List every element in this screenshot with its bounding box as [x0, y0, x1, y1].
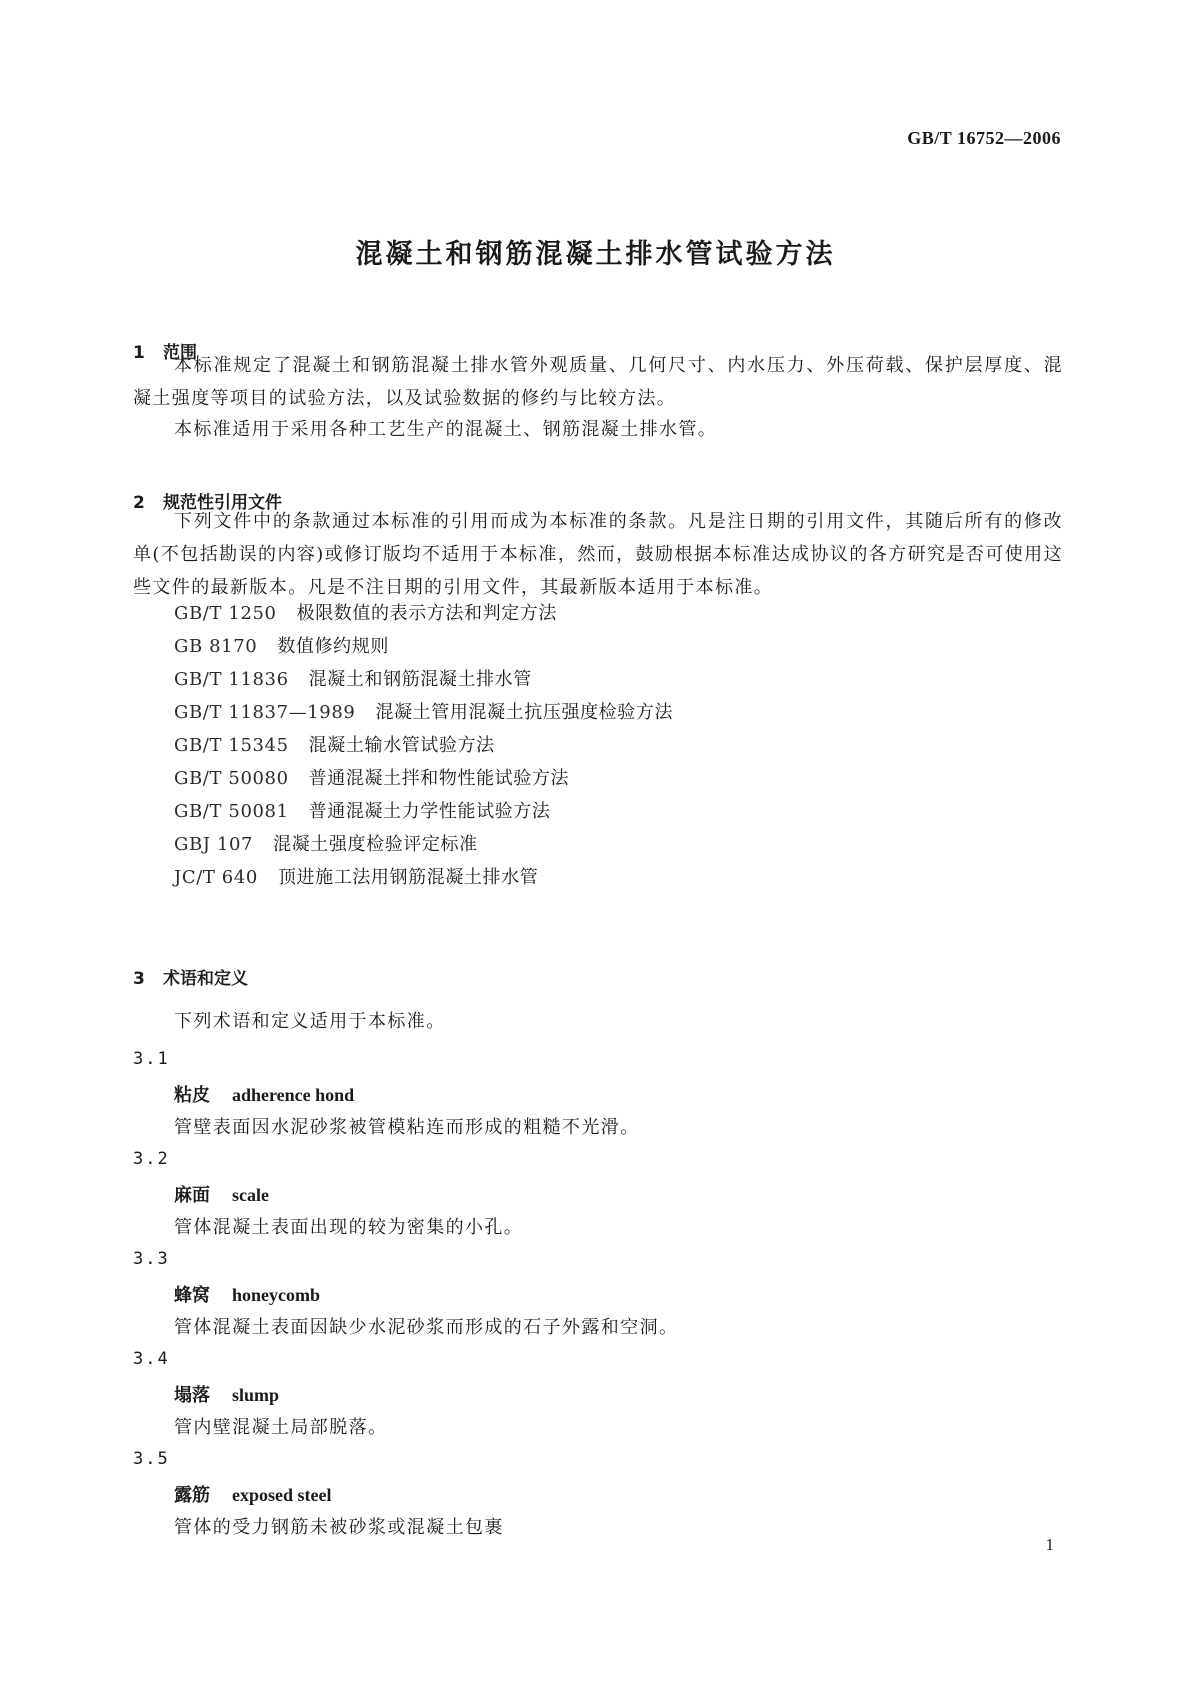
term-name	[174, 1281, 320, 1307]
term-name	[174, 1381, 279, 1407]
reference-title: 普通混凝土拌和物性能试验方法	[308, 768, 570, 789]
reference-code: GB/T 11837—1989	[174, 702, 356, 723]
section-number: 3	[133, 969, 145, 989]
terms-intro: 下列术语和定义适用于本标准。	[174, 1011, 446, 1032]
reference-list	[174, 597, 673, 894]
term-number: 3.3	[133, 1249, 170, 1269]
section-heading-terms	[133, 964, 1063, 989]
scope-paragraph-2: 本标准适用于采用各种工艺生产的混凝土、钢筋混凝土排水管。	[174, 419, 718, 440]
term-number: 3.4	[133, 1349, 170, 1369]
term-definition: 管体的受力钢筋未被砂浆或混凝土包裹	[174, 1517, 504, 1538]
term-name-zh: 麻面	[174, 1185, 210, 1206]
reference-title: 数值修约规则	[277, 636, 389, 657]
section-title: 范围	[163, 343, 197, 363]
term-name-zh: 蜂窝	[174, 1285, 210, 1306]
reference-item	[174, 795, 673, 828]
reference-code: GB/T 1250	[174, 603, 277, 624]
term-name-zh: 粘皮	[174, 1085, 210, 1106]
reference-item	[174, 663, 673, 696]
reference-item	[174, 762, 673, 795]
reference-code: GBJ 107	[174, 834, 254, 855]
page-number: 1	[1045, 1535, 1054, 1554]
term-name-zh: 塌落	[174, 1385, 210, 1406]
reference-code: GB/T 50080	[174, 768, 289, 789]
term-definition: 管体混凝土表面因缺少水泥砂浆而形成的石子外露和空洞。	[174, 1317, 679, 1338]
reference-item	[174, 630, 673, 663]
term-name-en: slump	[232, 1385, 280, 1405]
reference-item	[174, 861, 673, 894]
term-name-zh: 露筋	[174, 1485, 210, 1506]
standard-number: GB/T 16752—2006	[907, 128, 1061, 148]
reference-item	[174, 828, 673, 861]
reference-title: 混凝土强度检验评定标准	[273, 834, 478, 855]
reference-code: GB/T 50081	[174, 801, 289, 822]
section-title: 规范性引用文件	[163, 493, 282, 513]
reference-code: GB 8170	[174, 636, 258, 657]
reference-title: 顶进施工法用钢筋混凝土排水管	[277, 867, 539, 888]
reference-title: 混凝土输水管试验方法	[308, 735, 495, 756]
reference-code: GB/T 11836	[174, 669, 289, 690]
term-definition: 管内壁混凝土局部脱落。	[174, 1417, 388, 1438]
scope-paragraph-1: 本标准规定了混凝土和钢筋混凝土排水管外观质量、几何尺寸、内水压力、外压荷载、保护层厚度、混凝土强度等项目的试验方法，以及试验数据的修约与比较方法。	[133, 355, 1063, 409]
term-name-en: scale	[232, 1185, 269, 1205]
reference-item	[174, 597, 673, 630]
section-title: 术语和定义	[163, 969, 248, 989]
term-number: 3.1	[133, 1049, 170, 1069]
term-name-en: exposed steel	[232, 1485, 332, 1505]
reference-title: 混凝土和钢筋混凝土排水管	[308, 669, 532, 690]
term-name	[174, 1081, 354, 1107]
term-name	[174, 1481, 331, 1507]
term-name	[174, 1181, 269, 1207]
term-name-en: honeycomb	[232, 1285, 321, 1305]
reference-title: 普通混凝土力学性能试验方法	[308, 801, 551, 822]
term-definition: 管壁表面因水泥砂浆被管模粘连而形成的粗糙不光滑。	[174, 1117, 640, 1138]
reference-code: GB/T 15345	[174, 735, 289, 756]
reference-title: 混凝土管用混凝土抗压强度检验方法	[375, 702, 674, 723]
reference-title: 极限数值的表示方法和判定方法	[296, 603, 558, 624]
reference-item	[174, 696, 673, 729]
term-number: 3.5	[133, 1449, 170, 1469]
reference-item	[174, 729, 673, 762]
reference-code: JC/T 640	[174, 867, 258, 888]
term-name-en: adherence hond	[232, 1085, 355, 1105]
section-number: 1	[133, 343, 145, 363]
document-title: 混凝土和钢筋混凝土排水管试验方法	[355, 239, 836, 270]
section-number: 2	[133, 493, 145, 513]
term-number: 3.2	[133, 1149, 170, 1169]
term-definition: 管体混凝土表面出现的较为密集的小孔。	[174, 1217, 524, 1238]
references-intro: 下列文件中的条款通过本标准的引用而成为本标准的条款。凡是注日期的引用文件，其随后所有的修改单(不包括勘误的内容)或修订版均不适用于本标准，然而，鼓励根据本标准达成协议的各方研究是否可使用这些文件的最新版本。凡是不注日期的引用文件，其最新版本适用于本标准。	[133, 511, 1063, 598]
